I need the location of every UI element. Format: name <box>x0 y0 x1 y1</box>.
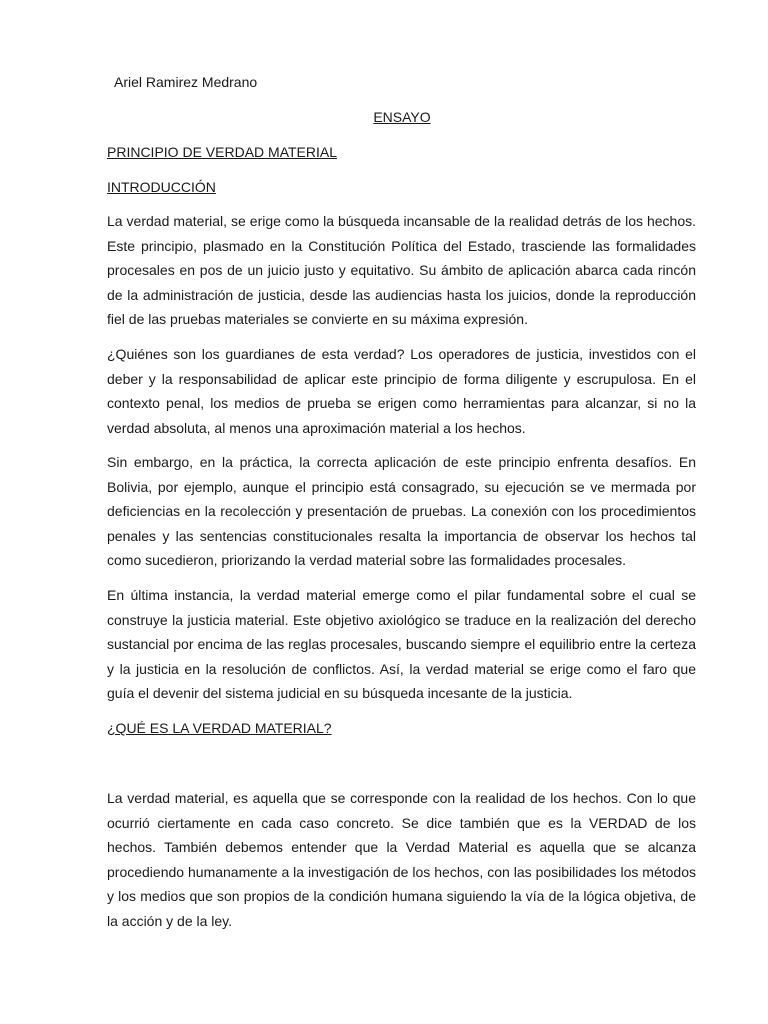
question-heading: ¿QUÉ ES LA VERDAD MATERIAL? <box>107 720 332 736</box>
intro-paragraph-2: ¿Quiénes son los guardianes de esta verdad? Los operadores de justicia, investidos con el deber y la responsabilidad de aplicar este principio de forma diligente y escrupulosa. En el contexto penal, los medios de prueba se erigen como herramientas para alcanzar, si no la verdad absoluta, al menos una aproximación material a los hechos. <box>107 346 696 436</box>
intro-paragraph-1: La verdad material, se erige como la búsqueda incansable de la realidad detrás de los hechos. Este principio, plasmado en la Constitución Política del Estado, trasciende las formalidades procesales en pos de un juicio justo y equitativo. Su ámbito de aplicación abarca cada rincón de la administración de justicia, desde las audiencias hasta los juicios, donde la reproducción fiel de las pruebas materiales se convierte en su máxima expresión. <box>107 213 696 328</box>
subject-heading: PRINCIPIO DE VERDAD MATERIAL <box>107 144 338 160</box>
definition-paragraph: La verdad material, es aquella que se corresponde con la realidad de los hechos. Con lo que ocurrió ciertamente en cada caso concreto. Se dice también que es la VERDAD de los hechos. También debemos entender que la Verdad Material es aquella que se alcanza procediendo humanamente a la investigación de los hechos, con las posibilidades los métodos y los medios que son propios de la condición humana siguiendo la vía de la lógica objetiva, de la acción y de la ley. <box>107 790 696 929</box>
intro-paragraph-3: Sin embargo, en la práctica, la correcta aplicación de este principio enfrenta desafíos. En Bolivia, por ejemplo, aunque el principio está consagrado, su ejecución se ve mermada por deficiencias en la recolección y presentación de pruebas. La conexión con los procedimientos penales y las sentencias constitucionales resalta la importancia de observar los hechos tal como sucedieron, priorizando la verdad material sobre las formalidades procesales. <box>107 454 696 569</box>
document-title: ENSAYO <box>373 109 431 125</box>
introduction-heading: INTRODUCCIÓN <box>107 179 216 195</box>
author-name: Ariel Ramirez Medrano <box>114 74 258 90</box>
intro-paragraph-4: En última instancia, la verdad material emerge como el pilar fundamental sobre el cual se construye la justicia material. Este objetivo axiológico se traduce en la realización del derecho sustancial por encima de las reglas procesales, buscando siempre el equilibrio entre la certeza y la justicia en la resolución de conflictos. Así, la verdad material se erige como el faro que guía el devenir del sistema judicial en su búsqueda incesante de la justicia. <box>107 587 696 702</box>
